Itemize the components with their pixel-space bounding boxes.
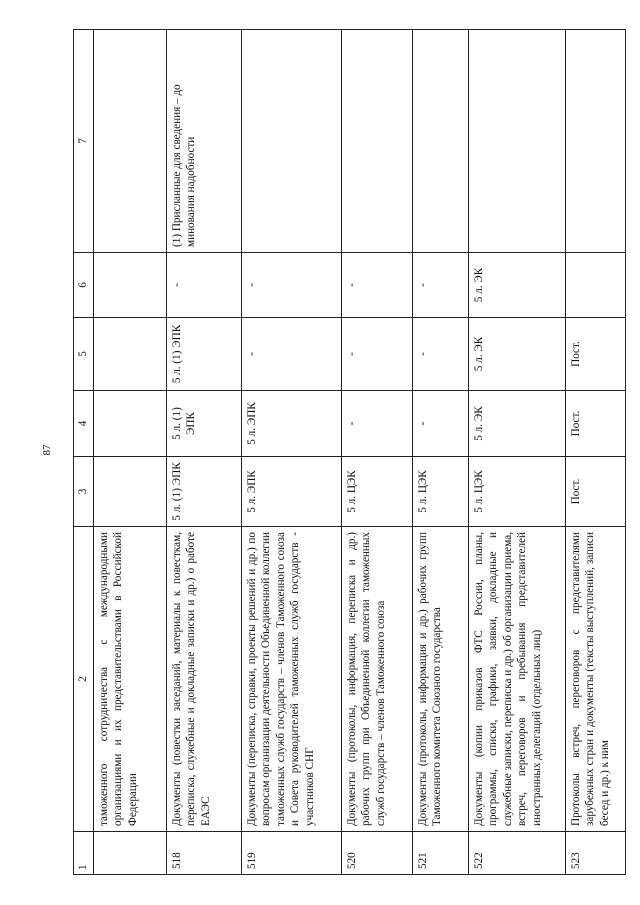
row-description: Документы (переписка, справки, проекты решений и др.) по вопросам организации деятельности Объединенной коллегии таможенных служб государств – членов Таможенного союза и Совета руководителей таможенных служб государств - участников СНГ [241, 527, 341, 832]
header-col-2: 2 [74, 527, 94, 832]
row-col-5: - [412, 318, 468, 391]
row-col-4: - [412, 391, 468, 457]
row-number: 523 [565, 832, 625, 875]
table-header-row [74, 30, 94, 875]
row-number: 522 [468, 832, 565, 875]
row-number: 521 [412, 832, 468, 875]
header-col-7: 7 [74, 30, 94, 253]
header-col-4: 4 [74, 391, 94, 457]
records-retention-table [73, 29, 626, 875]
row-description: Документы (протоколы, информация, переписка и др.) рабочих групп при Объединенной коллегии таможенных служб государств – членов Таможенного союза [341, 527, 412, 832]
row-description: таможенного сотрудничества с международными организациями и их представительствами в Российской Федерации [93, 527, 166, 832]
table-row-523 [565, 30, 625, 875]
table-row-continuation [93, 30, 166, 875]
row-description: Документы (протоколы, информация и др.) рабочих групп Таможенного комитета Союзного государства [412, 527, 468, 832]
rotated-page-content [73, 30, 623, 875]
row-col-6: - [341, 253, 412, 318]
row-col-4 [93, 391, 166, 457]
row-number: 519 [241, 832, 341, 875]
header-col-1: 1 [74, 832, 94, 875]
header-col-6: 6 [74, 253, 94, 318]
row-col-6: - [166, 253, 241, 318]
header-col-3: 3 [74, 457, 94, 527]
row-col-3: 5 л. (1) ЭПК [166, 457, 241, 527]
row-note [241, 30, 341, 253]
table-row-521 [412, 30, 468, 875]
row-col-4: Пост. [565, 391, 625, 457]
row-col-5: - [341, 318, 412, 391]
header-col-5: 5 [74, 318, 94, 391]
row-note [412, 30, 468, 253]
row-note [341, 30, 412, 253]
row-col-3: 5 л. ЦЭК [341, 457, 412, 527]
table-row-519 [241, 30, 341, 875]
row-col-3: 5 л. ЭПК [241, 457, 341, 527]
table-row-522 [468, 30, 565, 875]
row-col-5 [93, 318, 166, 391]
row-col-6 [93, 253, 166, 318]
row-col-5: 5 л. (1) ЭПК [166, 318, 241, 391]
row-col-6 [565, 253, 625, 318]
row-col-3 [93, 457, 166, 527]
row-col-6: 5 л. ЭК [468, 253, 565, 318]
row-col-4: - [341, 391, 412, 457]
row-note [93, 30, 166, 253]
row-col-3: 5 л. ЦЭК [468, 457, 565, 527]
page-number: 87 [41, 444, 53, 456]
row-col-4: 5 л. (1) ЭПК [166, 391, 241, 457]
row-col-3: 5 л. ЦЭК [412, 457, 468, 527]
row-number: 520 [341, 832, 412, 875]
row-col-5: - [241, 318, 341, 391]
row-col-6: - [241, 253, 341, 318]
row-number: 518 [166, 832, 241, 875]
table-row-520 [341, 30, 412, 875]
row-col-5: Пост. [565, 318, 625, 391]
row-number [93, 832, 166, 875]
row-col-6: - [412, 253, 468, 318]
row-description: Документы (повестки заседаний, материалы к повесткам, переписка, служебные и докладные записки и др.) о работе ЕАЭС [166, 527, 241, 832]
row-note [565, 30, 625, 253]
row-description: Документы (копии приказов ФТС России, планы, программы, списки, графики, заявки, докладные и служебные записки, переписка и др.) об организации приема, встреч, переговоров и пребывания представителей иностранных делегаций (отдельных лиц) [468, 527, 565, 832]
row-col-3: Пост. [565, 457, 625, 527]
row-col-5: 5 л. ЭК [468, 318, 565, 391]
row-col-4: 5 л. ЭПК [241, 391, 341, 457]
row-col-4: 5 л. ЭК [468, 391, 565, 457]
row-description: Протоколы встреч, переговоров с представителями зарубежных стран и документы (тексты выступлений, записи бесед и др.) к ним [565, 527, 625, 832]
row-note [468, 30, 565, 253]
row-note: (1) Присланные для сведения – до минования надобности [166, 30, 241, 253]
table-row-518 [166, 30, 241, 875]
